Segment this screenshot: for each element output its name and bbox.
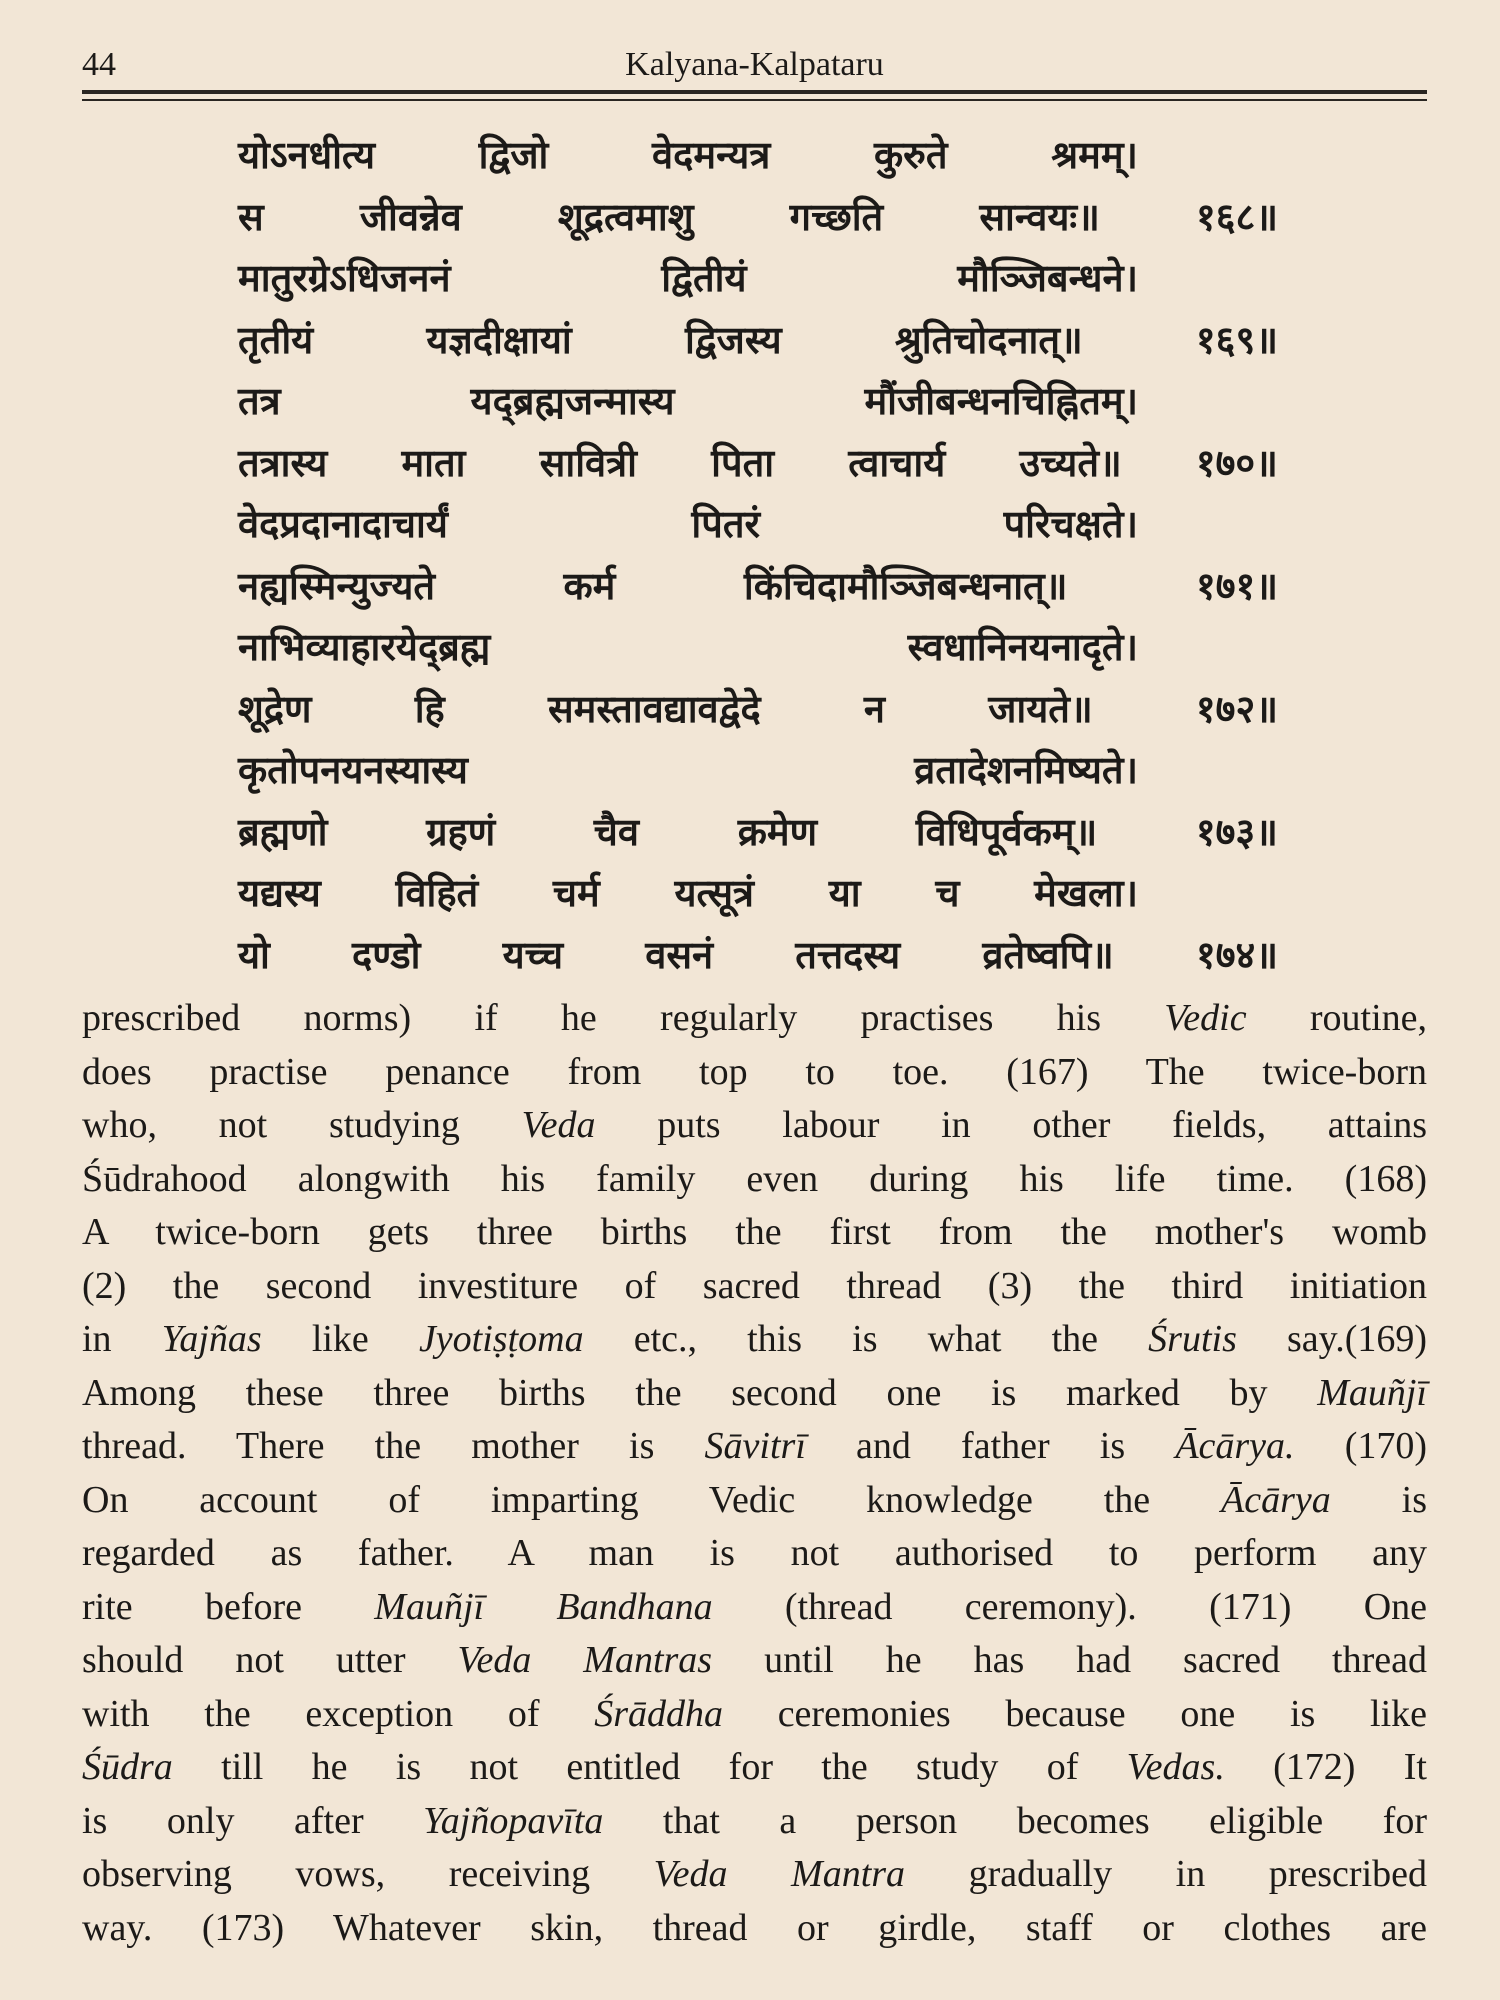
italic-term: Ācārya. [1175, 1425, 1295, 1467]
verse-word: नाभिव्याहारयेद्ब्रह्म [238, 625, 491, 669]
text-run: that a person becomes eligible for [603, 1799, 1427, 1842]
translation-line [82, 1046, 1427, 1100]
verse-word: योऽनधीत्य [238, 133, 375, 177]
text-run: thread. There the mother is [82, 1425, 705, 1467]
text-run: regarded as father. A man is not authorised to perform any [82, 1532, 1427, 1574]
text-run: does practise penance from top to toe. (167) The twice-born [82, 1050, 1427, 1093]
verse-word: विहितं [395, 871, 479, 915]
verse-word: कर्म [563, 563, 616, 608]
verse-word: स [238, 194, 264, 239]
verse-word: श्रमम्। [1051, 133, 1138, 177]
verse-word: १६८॥ [1195, 194, 1278, 239]
translation-line [82, 1688, 1427, 1742]
verse-line [238, 497, 1278, 559]
verse-word: नह्यस्मिन्युज्यते [238, 563, 436, 608]
text-run: Śūdrahood alongwith his family even during his life time. (168) [82, 1157, 1427, 1200]
verse-word: १७२॥ [1195, 686, 1278, 731]
verse-word: तत्रास्य [238, 440, 328, 485]
verse-word: किंचिदामौञ्जिबन्धनात्॥ [743, 563, 1068, 608]
verse-word: सान्वयः॥ [979, 194, 1100, 239]
verse-word: मौञ्जिबन्धने। [957, 256, 1138, 300]
verse-word: ब्रह्मणो [238, 809, 328, 854]
text-run: is only after [82, 1799, 424, 1842]
text-run: (170) [1294, 1425, 1428, 1467]
running-title: Kalyana-Kalpataru [625, 46, 884, 83]
verse-word: मातुरग्रेऽधिजननं [238, 256, 451, 300]
verse-word: व्रतादेशनमिष्यते। [914, 748, 1138, 792]
italic-term: Veda [521, 1104, 596, 1146]
verse-word: १७३॥ [1195, 809, 1278, 854]
text-run: who, not studying [82, 1104, 522, 1146]
italic-term: Vedas. [1126, 1746, 1225, 1788]
verse-word: द्वितीयं [661, 256, 747, 300]
verse-line [238, 928, 1278, 990]
verse-word: जायते॥ [988, 686, 1093, 731]
verse-word: समस्तावद्यावद्वेदे [547, 686, 761, 731]
text-run: puts labour in other fields, attains [595, 1104, 1427, 1146]
verse-word: द्विजो [478, 133, 549, 177]
italic-term: Yajñopavīta [423, 1799, 604, 1842]
text-run: with the exception of [82, 1692, 595, 1735]
text-run: in [82, 1318, 162, 1360]
text-run: routine, [1246, 997, 1427, 1039]
verse-word: यद्ब्रह्मजन्मास्य [470, 379, 675, 423]
verse-word: १६९॥ [1195, 317, 1278, 362]
italic-term: Sāvitrī [704, 1425, 806, 1467]
verse-line [238, 743, 1278, 805]
verse-word: सावित्री [539, 440, 637, 485]
verse-word: जीवन्नेव [359, 194, 462, 239]
italic-term: Mauñjī Bandhana [374, 1585, 713, 1628]
verse-word: न [863, 686, 885, 731]
verse-word: व्रतेष्वपि॥ [982, 932, 1114, 977]
text-run: say.(169) [1236, 1318, 1427, 1360]
verse-word: मेखला। [1034, 871, 1138, 915]
text-run: (172) It [1224, 1746, 1427, 1788]
verse-word: परिचक्षते। [1003, 502, 1138, 546]
verse-word: ग्रहणं [426, 809, 496, 854]
translation-line [82, 1527, 1427, 1581]
verse-word: यज्ञदीक्षायां [426, 317, 572, 362]
text-run: until he has had sacred thread [712, 1639, 1428, 1681]
sanskrit-verses [238, 128, 1278, 989]
verse-line [238, 620, 1278, 682]
translation-line [82, 992, 1427, 1046]
translation-line [82, 1313, 1427, 1367]
verse-word: शूद्रेण [238, 686, 312, 731]
verse-word: माता [401, 440, 466, 485]
translation-line [82, 1099, 1427, 1153]
page-header [82, 38, 1427, 88]
text-run: gradually in prescribed [905, 1853, 1428, 1895]
verse-word: वेदमन्यत्र [652, 133, 771, 177]
verse-word: तत्तदस्य [795, 932, 901, 977]
verse-word: १७४॥ [1195, 932, 1278, 977]
text-run: observing vows, receiving [82, 1853, 654, 1895]
text-run: etc., this is what the [583, 1318, 1149, 1360]
verse-word: उच्यते॥ [1019, 440, 1122, 485]
verse-word: यद्यस्य [238, 871, 321, 915]
text-run: On account of imparting Vedic knowledge the [82, 1478, 1222, 1521]
text-run: is [1330, 1478, 1427, 1521]
verse-word: स्वधानिनयनादृते। [907, 625, 1138, 669]
italic-term: Ācārya [1221, 1478, 1331, 1521]
verse-word: द्विजस्य [684, 317, 782, 362]
italic-term: Śrāddha [594, 1692, 723, 1735]
italic-term: Vedic [1164, 997, 1247, 1039]
translation-line [82, 1848, 1427, 1902]
verse-word: तत्र [238, 379, 281, 423]
text-run: till he is not entitled for the study of [172, 1746, 1127, 1788]
verse-line [238, 559, 1278, 621]
italic-term: Yajñas [161, 1318, 262, 1360]
translation-line [82, 1420, 1427, 1474]
text-run: (2) the second investiture of sacred thread (3) the third initiation [82, 1264, 1427, 1307]
header-rule-thick [82, 90, 1427, 94]
translation-line [82, 1206, 1427, 1260]
verse-word: तृतीयं [238, 317, 314, 362]
italic-term: Veda Mantras [457, 1639, 713, 1681]
translation-line [82, 1153, 1427, 1207]
verse-word: शूद्रत्वमाशु [557, 194, 694, 239]
verse-line [238, 313, 1278, 375]
verse-word: श्रुतिचोदनात्॥ [894, 317, 1083, 362]
english-translation [82, 992, 1427, 1955]
translation-line [82, 1795, 1427, 1849]
page-number: 44 [82, 46, 116, 83]
verse-word: १७०॥ [1195, 440, 1278, 485]
verse-word: यो [238, 932, 270, 977]
italic-term: Veda Mantra [653, 1853, 906, 1895]
verse-line [238, 190, 1278, 252]
verse-word: दण्डो [352, 932, 421, 977]
verse-word: त्वाचार्य [848, 440, 946, 485]
text-run: Among these three births the second one is marked by [82, 1371, 1318, 1414]
verse-word: यत्सूत्रं [674, 871, 755, 915]
text-run: should not utter [82, 1639, 458, 1681]
text-run: (thread ceremony). (171) One [712, 1585, 1427, 1628]
translation-line [82, 1260, 1427, 1314]
translation-line [82, 1634, 1427, 1688]
verse-word: क्रमेण [737, 809, 818, 854]
verse-word: पिता [711, 440, 775, 485]
verse-line [238, 866, 1278, 928]
text-run: way. (173) Whatever skin, thread or girdle, staff or clothes are [82, 1906, 1427, 1949]
text-run: rite before [82, 1585, 375, 1628]
verse-word: चर्म [552, 871, 600, 915]
verse-word: च [935, 871, 960, 915]
verse-word: वसनं [645, 932, 714, 977]
translation-line [82, 1902, 1427, 1956]
verse-word: वेदप्रदानादाचार्यं [238, 502, 448, 546]
text-run: A twice-born gets three births the first from the mother's womb [82, 1211, 1427, 1253]
italic-term: Śrutis [1148, 1318, 1237, 1360]
verse-word: १७१॥ [1195, 563, 1278, 608]
verse-word: गच्छति [789, 194, 884, 239]
translation-line [82, 1581, 1427, 1635]
verse-word: हि [414, 686, 445, 731]
verse-word: या [828, 871, 861, 915]
verse-word: कृतोपनयनस्यास्य [238, 748, 468, 792]
text-run: prescribed norms) if he regularly practises his [82, 997, 1165, 1039]
verse-line [238, 251, 1278, 313]
header-rule-thin [82, 99, 1427, 101]
verse-line [238, 682, 1278, 744]
translation-line [82, 1474, 1427, 1528]
verse-line [238, 128, 1278, 190]
text-run: ceremonies because one is like [722, 1692, 1427, 1735]
verse-line [238, 374, 1278, 436]
translation-line [82, 1367, 1427, 1421]
verse-word: यच्च [502, 932, 564, 977]
text-run: like [261, 1318, 419, 1360]
verse-word: कुरुते [873, 133, 948, 177]
verse-word: चैव [593, 809, 640, 854]
verse-word: पितरं [691, 502, 761, 546]
italic-term: Śūdra [82, 1746, 173, 1788]
verse-word: मौंजीबन्धनचिह्नितम्। [864, 379, 1138, 423]
text-run: and father is [805, 1425, 1176, 1467]
italic-term: Jyotiṣṭoma [418, 1318, 584, 1360]
verse-line [238, 805, 1278, 867]
italic-term: Mauñjī [1317, 1371, 1427, 1414]
verse-line [238, 436, 1278, 498]
translation-line [82, 1741, 1427, 1795]
verse-word: विधिपूर्वकम्॥ [915, 809, 1098, 854]
